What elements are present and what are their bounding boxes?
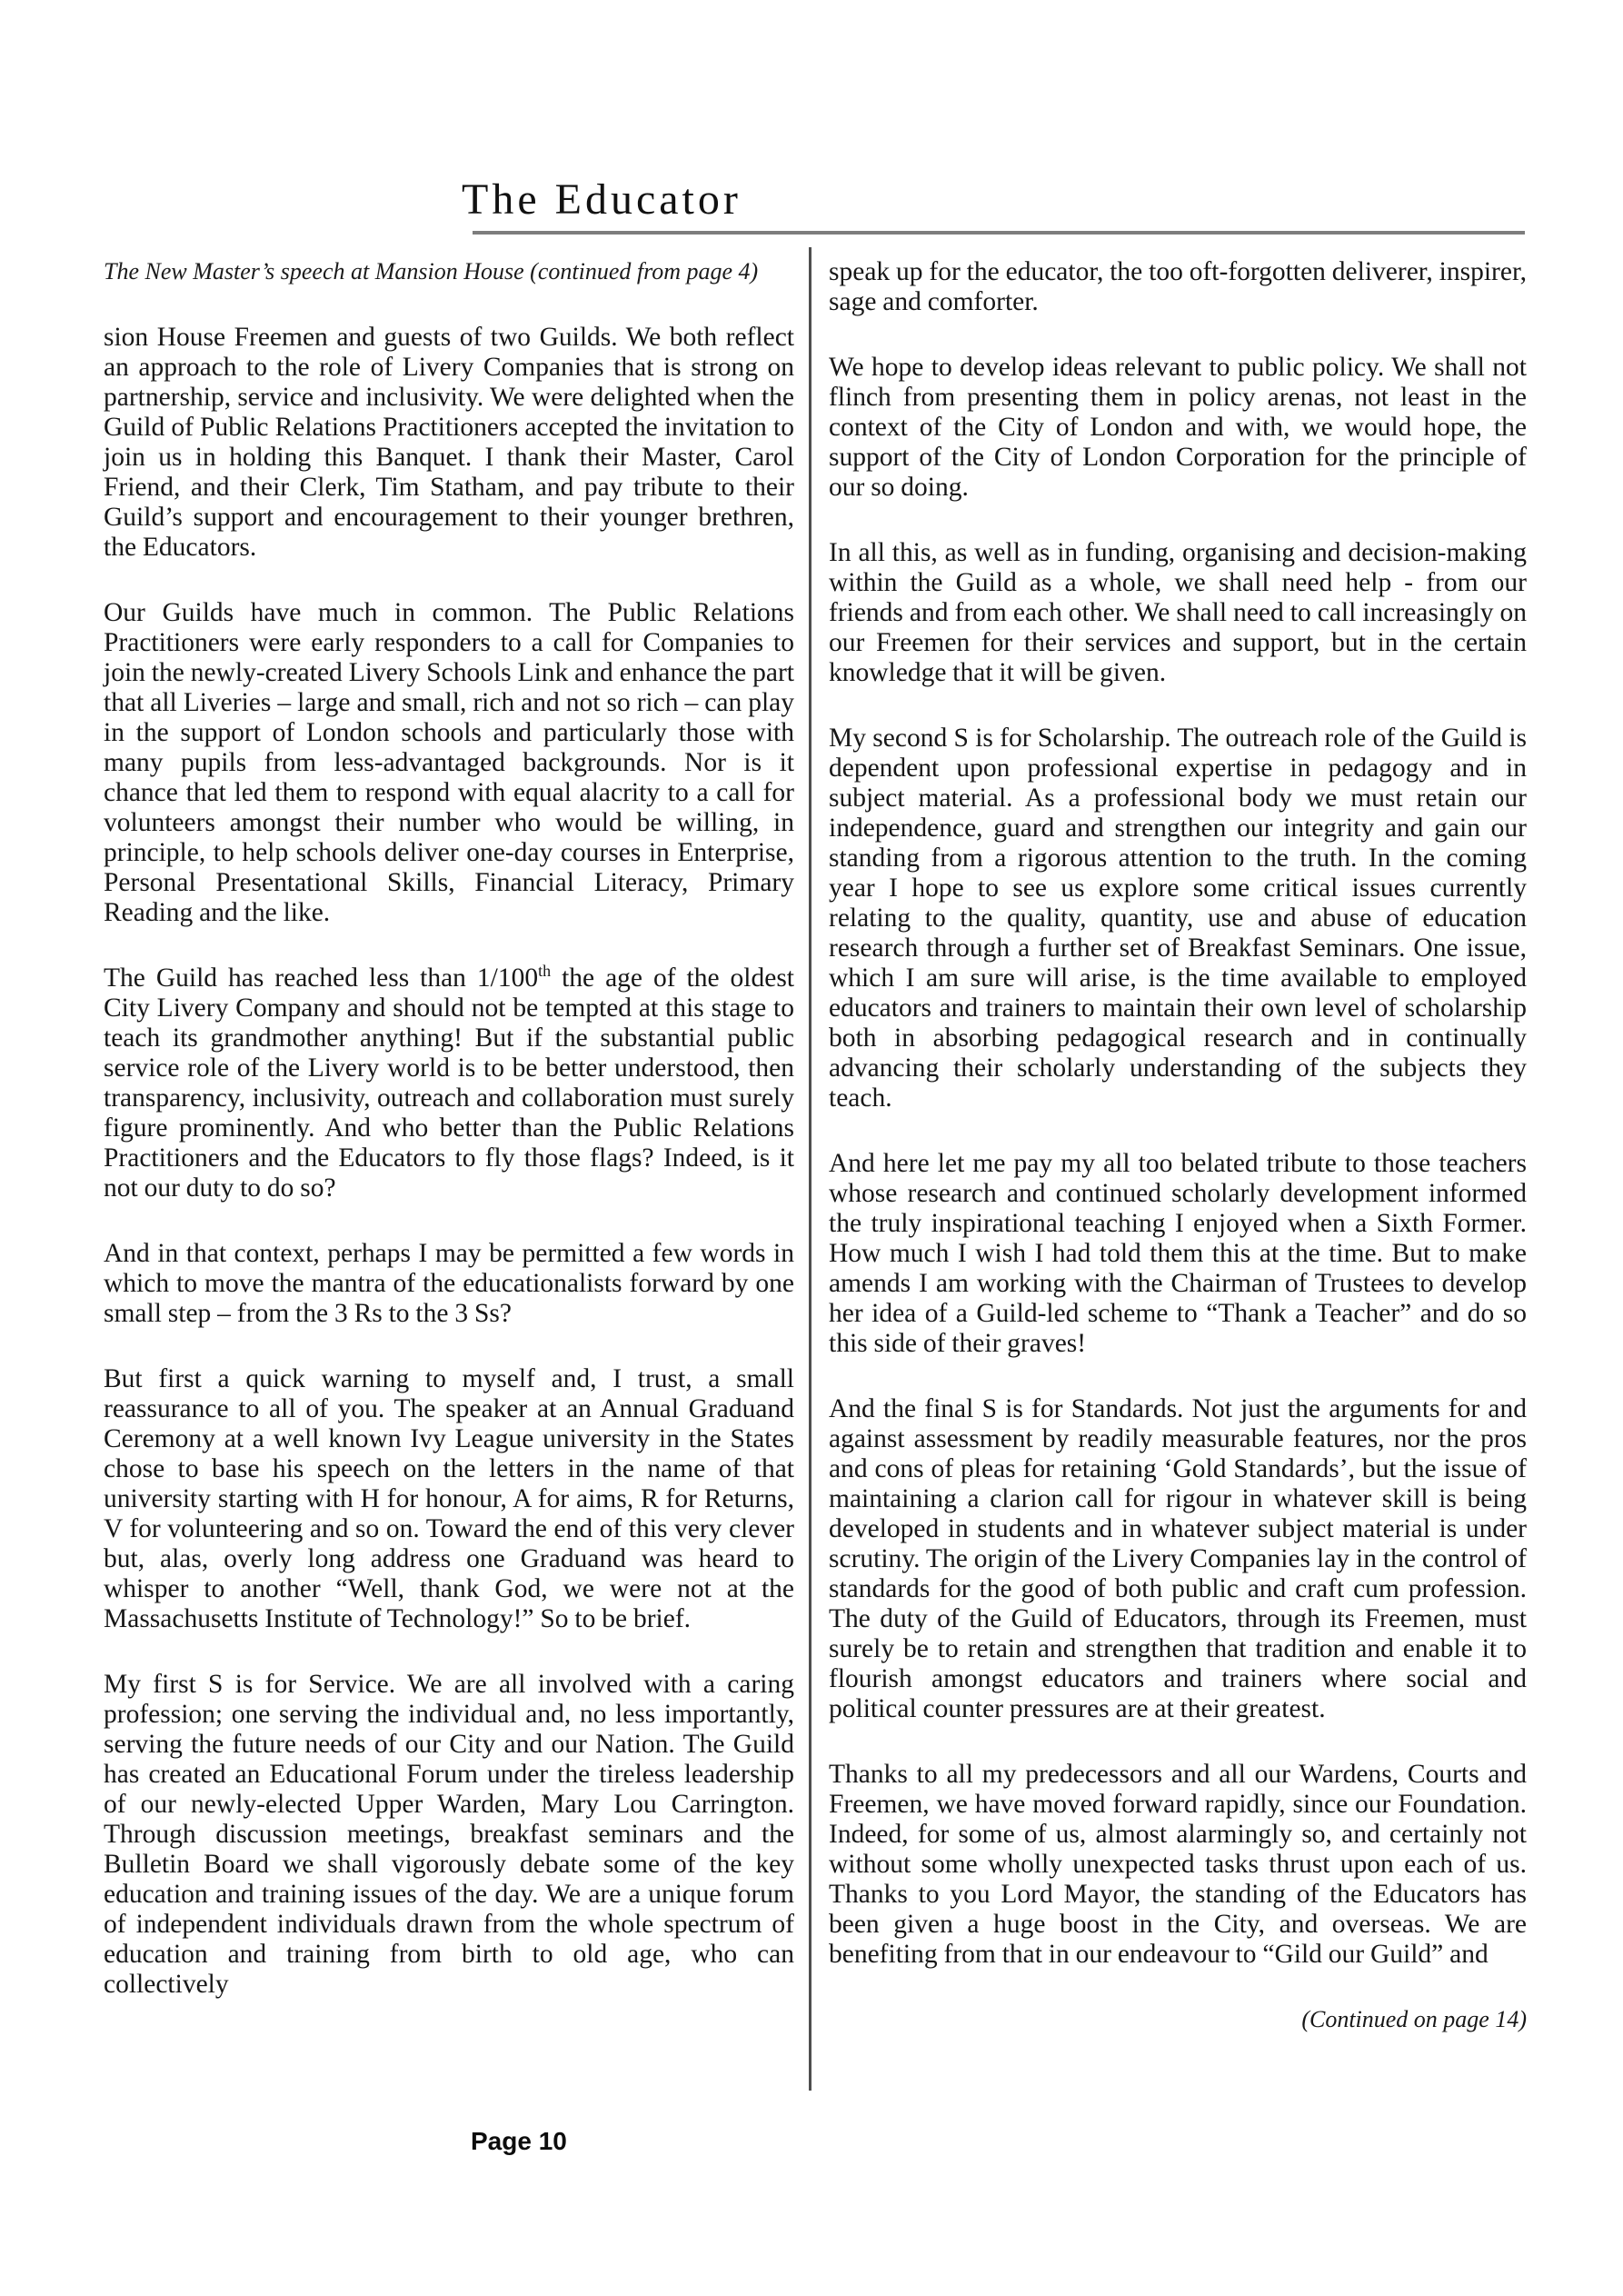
paragraph: sion House Freemen and guests of two Guilds. We both reflect an approach to the role of Livery Companies that is strong on partnership, service and inclusivity. We were delighted when the Guild of Public Relations Practitioners accepted the invitation to join us in holding this Banquet. I thank their Master, Carol Friend, and their Clerk, Tim Statham, and pay tribute to their Guild’s support and encouragement to their younger brethren, the Educators. — [104, 323, 794, 562]
paragraph: And the final S is for Standards. Not just the arguments for and against assessment by readily measurable features, nor the pros and cons of pleas for retaining ‘Gold Standards’, but the issue of maintaining a clarion call for rigour in whatever skill is being developed in students and in whatever subject material is under scrutiny. The origin of the Livery Companies lay in the control of standards for the good of both public and craft cum profession. The duty of the Guild of Educators, through its Freemen, must surely be to retain and strengthen that tradition and enable it to flourish amongst educators and trainers where social and political counter pressures are at their greatest. — [829, 1394, 1527, 1723]
paragraph: In all this, as well as in funding, organising and decision-making within the Guild as a whole, we shall need help - from our friends and from each other. We shall need to call increasingly on our Freemen for their services and support, but in the certain knowledge that it will be given. — [829, 538, 1527, 687]
paragraph: And in that context, perhaps I may be permitted a few words in which to move the mantra of the educationalists forward by one small step – from the 3 Rs to the 3 Ss? — [104, 1239, 794, 1328]
paragraph: We hope to develop ideas relevant to public policy. We shall not flinch from presenting them in policy arenas, not least in the context of the City of London and with, we would hope, the support of the City of London Corporation for the principle of our so doing. — [829, 353, 1527, 502]
superscript-ordinal: th — [538, 962, 552, 981]
continuation-note: (Continued on page 14) — [1301, 2006, 1527, 2032]
paragraph: speak up for the educator, the too oft-forgotten deliverer, inspirer, sage and comforter. — [829, 257, 1527, 316]
column-divider — [809, 247, 812, 2091]
paragraph — [104, 963, 794, 1203]
paragraph: My second S is for Scholarship. The outreach role of the Guild is dependent upon professional expertise in pedagogy and in subject material. As a professional body we must retain our independence, guard and strengthen our integrity and gain our standing from a rigorous attention to the truth. In the coming year I hope to see us explore some critical issues currently relating to the quality, quantity, use and abuse of education research through a further set of Breakfast Seminars. One issue, which I am sure will arise, is the time available to employed educators and trainers to maintain their own level of scholarship both in absorbing pedagogical research and in continually advancing their scholarly understanding of the subjects they teach. — [829, 724, 1527, 1113]
paragraph: Our Guilds have much in common. The Public Relations Practitioners were early responders to a call for Companies to join the newly-created Livery Schools Link and enhance the part that all Liveries – large and small, rich and not so rich – can play in the support of London schools and particularly those with many pupils from less-advantaged backgrounds. Nor is it chance that led them to respond with equal alacrity to a call for volunteers amongst their number who would be willing, in principle, to help schools deliver one-day courses in Enterprise, Personal Presentational Skills, Financial Literacy, Primary Reading and the like. — [104, 598, 794, 927]
left-column — [104, 257, 794, 2035]
paragraph: And here let me pay my all too belated tribute to those teachers whose research and continued scholarly development informed the truly inspirational teaching I enjoyed when a Sixth Former. How much I wish I had told them this at the time. But to make amends I am working with the Chairman of Trustees to develop her idea of a Guild-led scheme to “Thank a Teacher” and do so this side of their graves! — [829, 1149, 1527, 1358]
article-kicker: The New Master’s speech at Mansion House (continued from page 4) — [104, 258, 759, 285]
paragraph: Thanks to all my predecessors and all our Wardens, Courts and Freemen, we have moved forward rapidly, since our Foundation. Indeed, for some of us, almost alarmingly so, and certainly not without some wholly unexpected tasks thrust upon each of us. Thanks to you Lord Mayor, the standing of the Educators has been given a huge boost in the City, and overseas. We are benefiting from that in our endeavour to “Gild our Guild” and — [829, 1760, 1527, 1969]
title-underline — [473, 231, 1525, 235]
right-column — [829, 257, 1527, 2034]
paragraph-text: the age of the oldest City Livery Company and should not be tempted at this stage to teach its grandmother anything! But if the substantial public service role of the Livery world is to be better understood, then transparency, inclusivity, outreach and collaboration must surely figure prominently. And who better than the Public Relations Practitioners and the Educators to fly those flags? Indeed, is it not our duty to do so? — [104, 963, 794, 1203]
newsletter-title: The Educator — [462, 175, 742, 224]
paragraph: My first S is for Service. We are all involved with a caring profession; one serving the individual and, no less importantly, serving the future needs of our City and our Nation. The Guild has created an Educational Forum under the tireless leadership of our newly-elected Upper Warden, Mary Lou Carrington. Through discussion meetings, breakfast seminars and the Bulletin Board we shall vigorously debate some of the key education and training issues of the day. We are a unique forum of independent individuals drawn from the whole spectrum of education and training from birth to old age, who can collectively — [104, 1670, 794, 1999]
paragraph-text: The Guild has reached less than 1/100 — [104, 963, 539, 993]
paragraph: But first a quick warning to myself and, I trust, a small reassurance to all of you. The speaker at an Annual Graduand Ceremony at a well known Ivy League university in the States chose to base his speech on the letters in the name of that university starting with H for honour, A for aims, R for Returns, V for volunteering and so on. Toward the end of this very clever but, alas, overly long address one Graduand was heard to whisper to another “Well, thank God, we were not at the Massachusetts Institute of Technology!” So to be brief. — [104, 1364, 794, 1633]
page-number: Page 10 — [471, 2127, 567, 2155]
